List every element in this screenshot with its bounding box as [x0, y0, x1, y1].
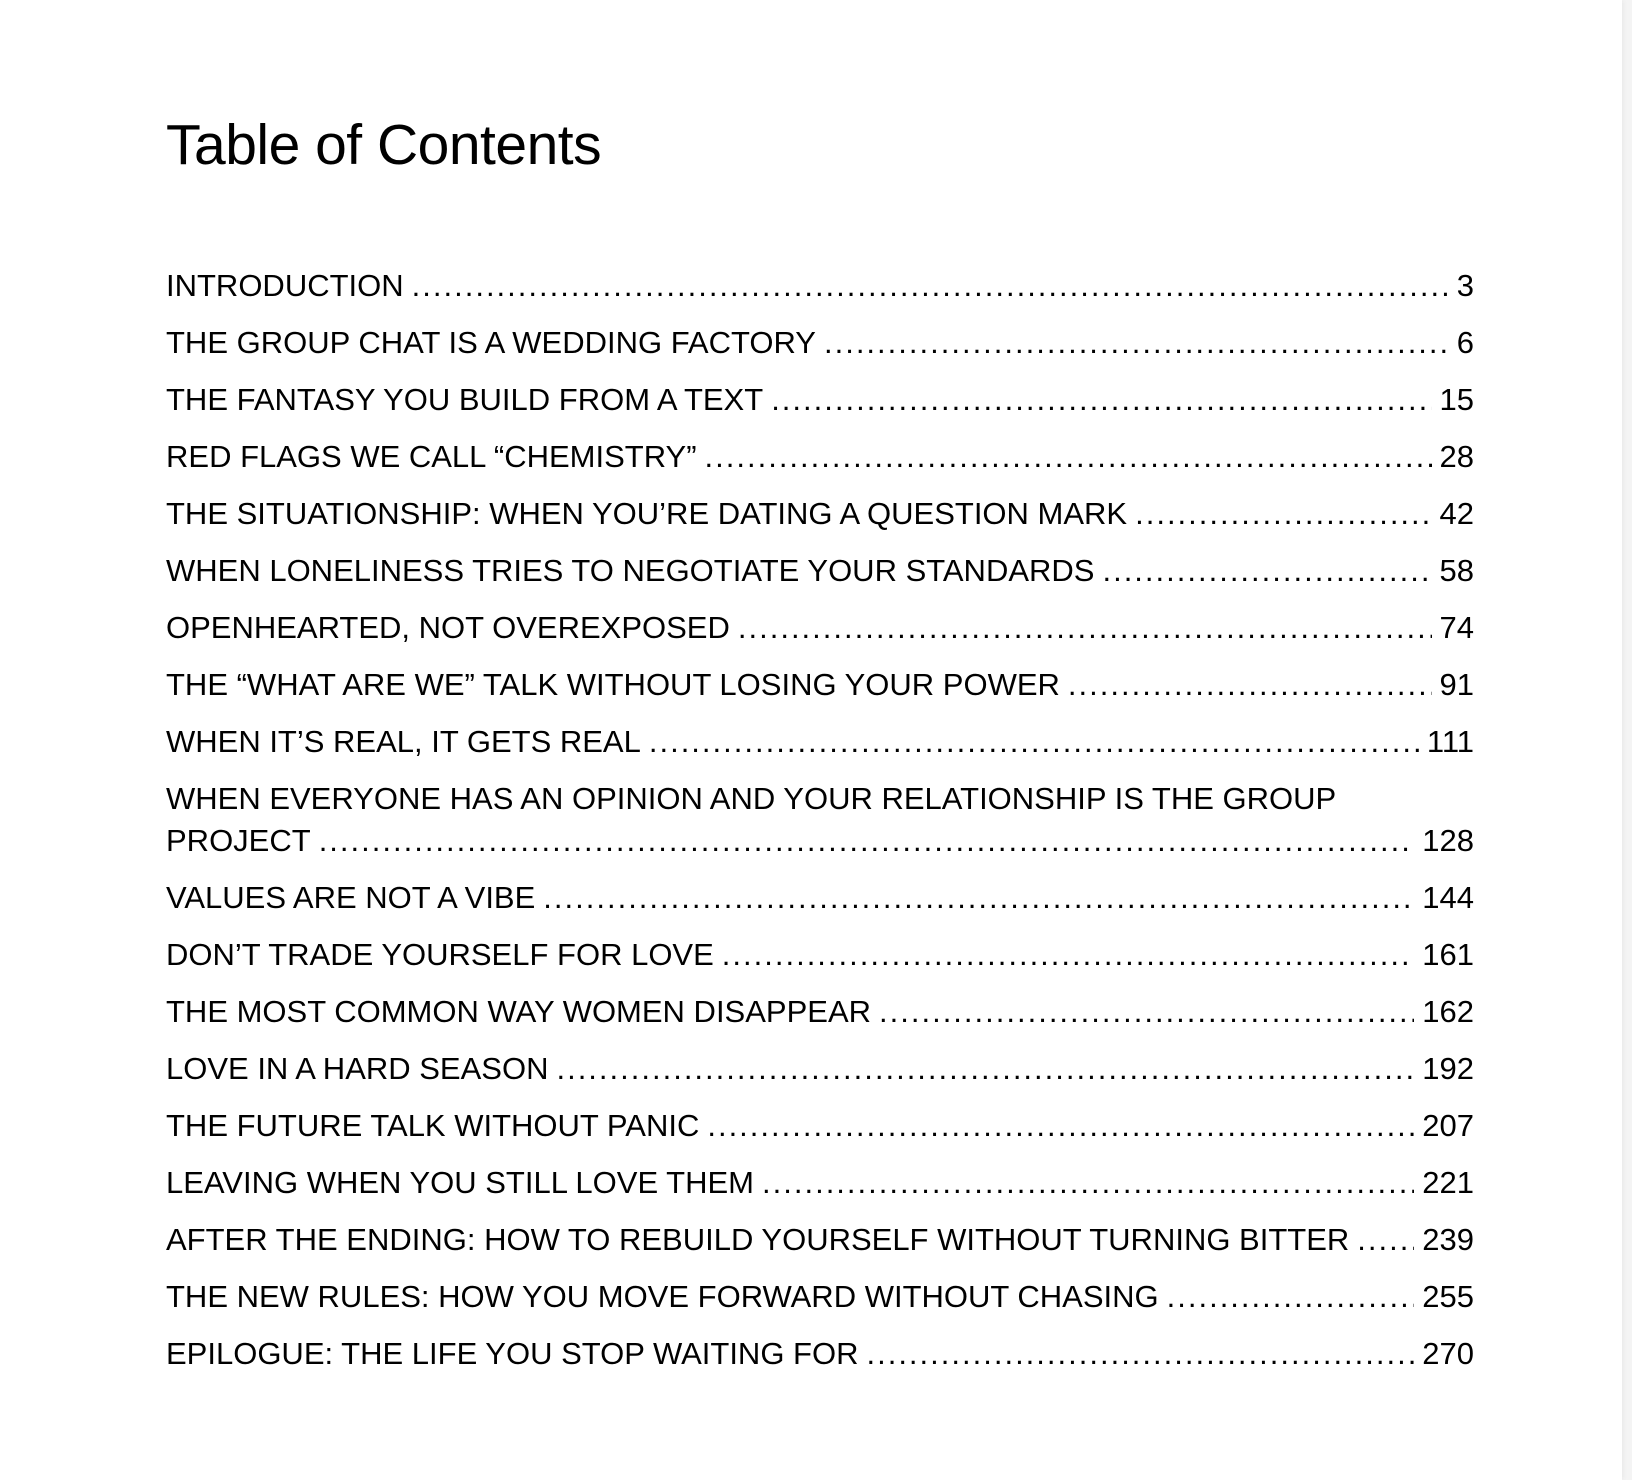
toc-entry-page: 58 — [1439, 553, 1474, 588]
toc-entry-page: 239 — [1422, 1222, 1474, 1257]
toc-entry-page: 3 — [1456, 268, 1474, 303]
toc-entry-page: 221 — [1422, 1165, 1474, 1200]
toc-entry-future-talk[interactable] — [166, 1106, 1474, 1146]
toc-entry-page: 128 — [1422, 823, 1474, 858]
toc-entry-red-flags[interactable] — [166, 437, 1474, 477]
toc-entry-second-line — [166, 821, 1474, 861]
toc-entry-page: 207 — [1422, 1108, 1474, 1143]
dot-leader — [1135, 494, 1431, 534]
toc-entry-leaving[interactable] — [166, 1163, 1474, 1203]
toc-entry-what-are-we[interactable] — [166, 665, 1474, 705]
toc-entry-values[interactable] — [166, 878, 1474, 918]
dot-leader — [1068, 665, 1432, 705]
toc-entry-page: 42 — [1439, 496, 1474, 531]
toc-entry-label: WHEN EVERYONE HAS AN OPINION AND YOUR RELATIONSHIP IS THE GROUP — [166, 781, 1337, 816]
toc-entry-label: WHEN LONELINESS TRIES TO NEGOTIATE YOUR STANDARDS — [166, 553, 1095, 588]
toc-entry-page: 161 — [1422, 937, 1474, 972]
dot-leader — [412, 266, 1449, 306]
dot-leader — [556, 1049, 1414, 1089]
toc-entry-page: 91 — [1439, 667, 1474, 702]
toc-entry-new-rules[interactable] — [166, 1277, 1474, 1317]
toc-entry-label: EPILOGUE: THE LIFE YOU STOP WAITING FOR — [166, 1336, 859, 1371]
toc-entry-label: THE FUTURE TALK WITHOUT PANIC — [166, 1108, 700, 1143]
toc-entry-epilogue[interactable] — [166, 1334, 1474, 1374]
table-of-contents — [166, 266, 1474, 1391]
toc-entry-label: DON’T TRADE YOURSELF FOR LOVE — [166, 937, 714, 972]
dot-leader — [1167, 1277, 1415, 1317]
dot-leader — [722, 935, 1414, 975]
dot-leader — [762, 1163, 1414, 1203]
toc-entry-label: LEAVING WHEN YOU STILL LOVE THEM — [166, 1165, 755, 1200]
toc-entry-page: 255 — [1422, 1279, 1474, 1314]
toc-entry-page: 192 — [1422, 1051, 1474, 1086]
toc-entry-label: THE GROUP CHAT IS A WEDDING FACTORY — [166, 325, 816, 360]
toc-entry-page: 270 — [1422, 1336, 1474, 1371]
dot-leader — [705, 437, 1432, 477]
toc-entry-fantasy[interactable] — [166, 380, 1474, 420]
toc-entry-situationship[interactable] — [166, 494, 1474, 534]
dot-leader — [707, 1106, 1414, 1146]
toc-entry-label: AFTER THE ENDING: HOW TO REBUILD YOURSELF WITHOUT TURNING BITTER — [166, 1222, 1350, 1257]
toc-entry-label: LOVE IN A HARD SEASON — [166, 1051, 549, 1086]
dot-leader — [1102, 551, 1431, 591]
toc-entry-page: 15 — [1439, 382, 1474, 417]
toc-entry-label: THE SITUATIONSHIP: WHEN YOU’RE DATING A QUESTION MARK — [166, 496, 1128, 531]
toc-entry-label-continued: PROJECT — [166, 823, 311, 858]
toc-entry-page: 74 — [1439, 610, 1474, 645]
toc-entry-hard-season[interactable] — [166, 1049, 1474, 1089]
toc-entry-label: THE MOST COMMON WAY WOMEN DISAPPEAR — [166, 994, 872, 1029]
dot-leader — [879, 992, 1414, 1032]
toc-entry-page: 144 — [1422, 880, 1474, 915]
dot-leader — [649, 722, 1419, 762]
toc-entry-page: 28 — [1439, 439, 1474, 474]
toc-entry-gets-real[interactable] — [166, 722, 1474, 762]
toc-entry-page: 6 — [1456, 325, 1474, 360]
dot-leader — [824, 323, 1449, 363]
dot-leader — [543, 878, 1414, 918]
toc-entry-group-chat[interactable] — [166, 323, 1474, 363]
toc-entry-introduction[interactable] — [166, 266, 1474, 306]
dot-leader — [738, 608, 1432, 648]
dot-leader — [771, 380, 1431, 420]
toc-entry-loneliness[interactable] — [166, 551, 1474, 591]
toc-entry-label: THE “WHAT ARE WE” TALK WITHOUT LOSING YOUR POWER — [166, 667, 1060, 702]
toc-entry-label: VALUES ARE NOT A VIBE — [166, 880, 536, 915]
toc-entry-label: WHEN IT’S REAL, IT GETS REAL — [166, 724, 641, 759]
dot-leader — [866, 1334, 1414, 1374]
toc-entry-label: THE FANTASY YOU BUILD FROM A TEXT — [166, 382, 764, 417]
toc-entry-dont-trade[interactable] — [166, 935, 1474, 975]
toc-entry-label: INTRODUCTION — [166, 268, 404, 303]
toc-entry-page: 162 — [1422, 994, 1474, 1029]
toc-entry-label: OPENHEARTED, NOT OVEREXPOSED — [166, 610, 730, 645]
toc-entry-label: RED FLAGS WE CALL “CHEMISTRY” — [166, 439, 697, 474]
toc-entry-page: 111 — [1426, 724, 1474, 759]
toc-entry-women-disappear[interactable] — [166, 992, 1474, 1032]
toc-entry-label: THE NEW RULES: HOW YOU MOVE FORWARD WITHOUT CHASING — [166, 1279, 1159, 1314]
toc-entry-openhearted[interactable] — [166, 608, 1474, 648]
toc-entry-group-project[interactable] — [166, 779, 1474, 861]
dot-leader — [319, 821, 1415, 861]
dot-leader — [1357, 1220, 1414, 1260]
page-title: Table of Contents — [166, 113, 602, 177]
toc-entry-after-ending[interactable] — [166, 1220, 1474, 1260]
